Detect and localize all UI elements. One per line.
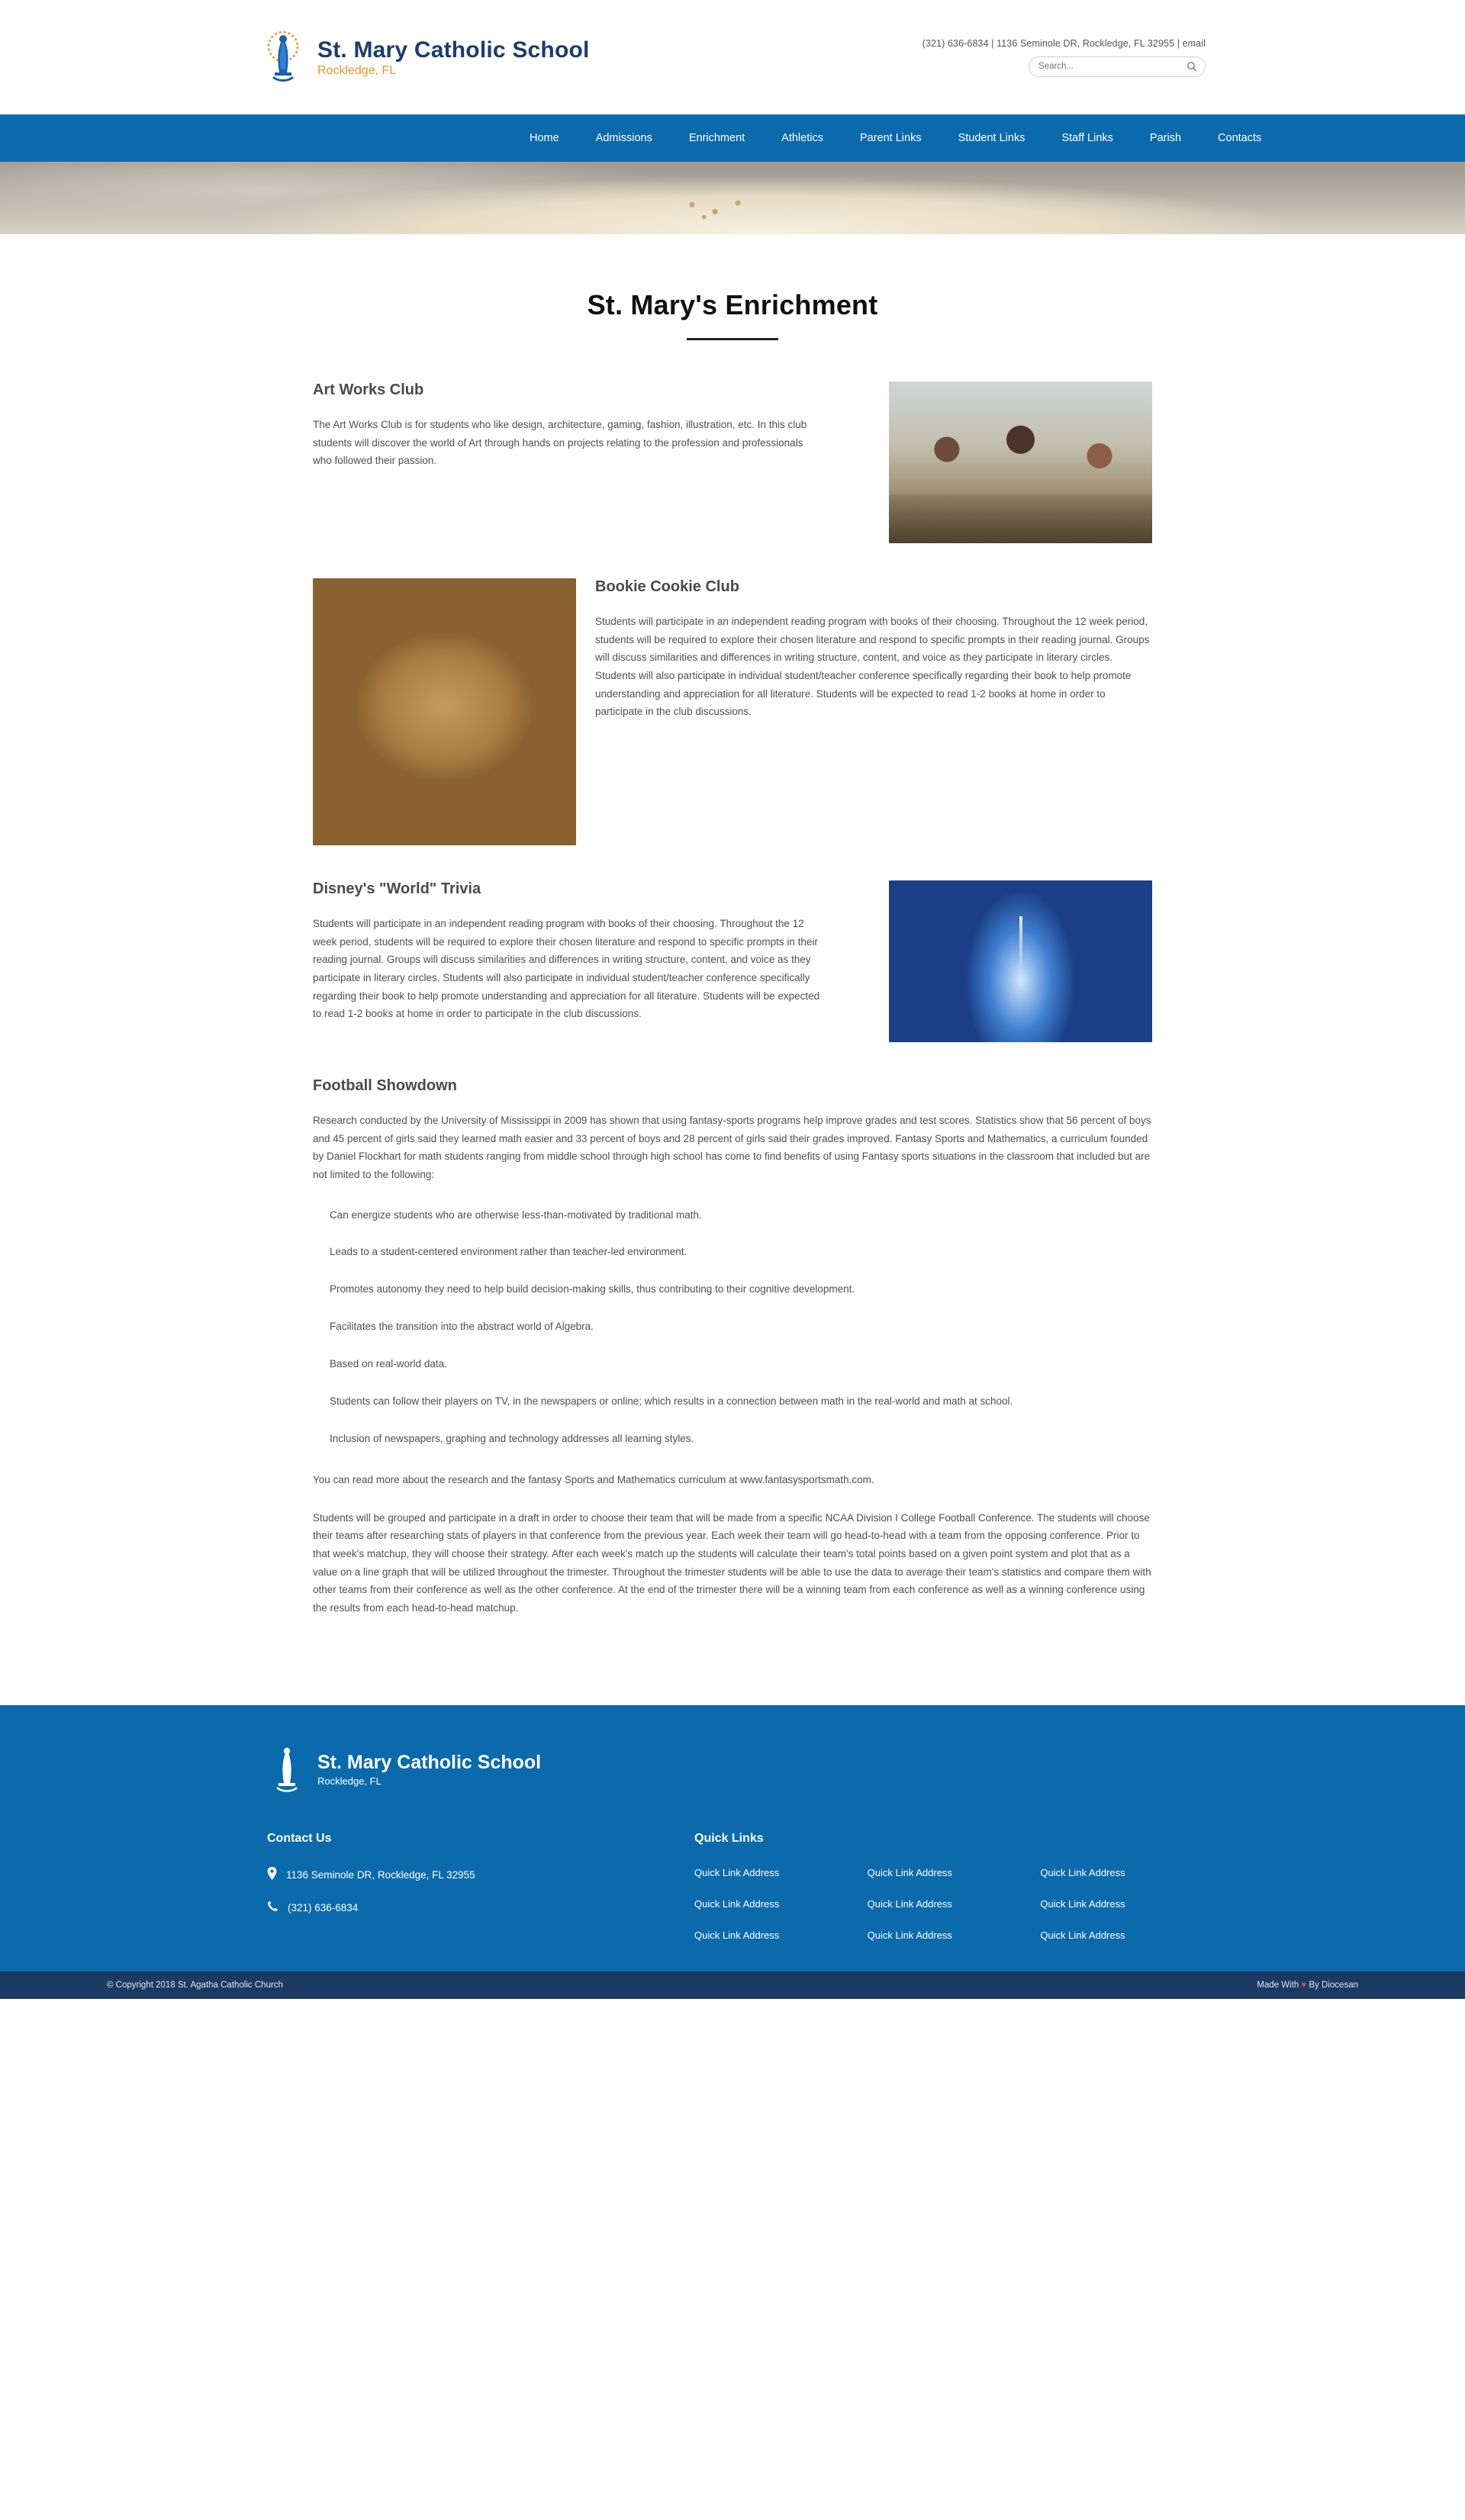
football-benefits-list	[313, 1207, 1152, 1449]
section-body: Students will participate in an independent reading program with books of their choosing. Throughout the 12 week period, students will be required to explore their chosen literature and respond to specific prompts in their reading journal. Groups will discuss similarities and differences in writing structure, content, and voice as they participate in literary circles. Students will also participate in individual student/teacher conference specifically regarding their book to help promote understanding and appreciation for all literature. Students will be expected to read 1-2 books at home in order to participate in the club discussions.	[595, 616, 1150, 718]
header-utility	[922, 38, 1206, 77]
page-title: St. Mary's Enrichment	[587, 289, 878, 320]
footer-contact-heading: Contact Us	[267, 1832, 332, 1846]
search-box[interactable]	[1029, 56, 1206, 77]
section-football-showdown	[313, 1077, 1152, 1617]
school-location: Rockledge, FL	[317, 63, 397, 77]
footer-school-name: St. Mary Catholic School	[317, 1752, 542, 1774]
nav-item-admissions[interactable]: Admissions	[595, 132, 652, 144]
credit-prefix: Made With	[1257, 1981, 1302, 1991]
search-icon[interactable]	[1186, 61, 1197, 72]
search-input[interactable]	[1037, 61, 1186, 72]
credit-text	[1257, 1981, 1358, 1990]
football-closing-1: You can read more about the research and the fantasy Sports and Mathematics curriculum at www.fantasysportsmath.com.	[313, 1474, 874, 1486]
nav-item-parish[interactable]: Parish	[1149, 132, 1182, 144]
quick-link[interactable]: Quick Link Address	[867, 1929, 952, 1942]
quick-link[interactable]: Quick Link Address	[694, 1929, 780, 1942]
football-closing-2: Students will be grouped and participate in a draft in order to choose their team that will be made from a specific NCAA Division I College Football Conference. The students will choose their teams after researching stats of players in that conference from the previous year. Each week their team will go head-to-head with a team from the opposing conference. Prior to that week's matchup, they will choose their strategy. After each week's match up the students will calculate their team's total points based on a given point system and plot that as a value on a line graph that will be utilized throughout the trimester. Throughout the trimester students will be able to use the data to average their team's statistics and compare them with other teams from their conference as well as the other conference. At the end of the trimester there will be a winning team from each conference as well as a winning conference using the results from each head-to-head matchup.	[313, 1511, 1151, 1614]
section-title: Football Showdown	[313, 1077, 457, 1094]
main-navigation	[0, 114, 1465, 162]
section-body: Students will participate in an independent reading program with books of their choosing. Throughout the 12 week period, students will be required to explore their chosen literature and respond to specific prompts in their reading journal. Groups will discuss similarities and differences in writing structure, content, and voice as they participate in literary circles. Students will also participate in individual student/teacher conference specifically regarding their book to help promote understanding and appreciation for all literature. Students will be expected to read 1-2 books at home in order to participate in the club discussions.	[313, 918, 820, 1020]
nav-item-enrichment[interactable]: Enrichment	[688, 132, 745, 144]
list-item: Leads to a student-centered environment rather than teacher-led environment.	[330, 1246, 687, 1258]
section-title: Art Works Club	[313, 381, 424, 398]
footer-school-location: Rockledge, FL	[317, 1775, 382, 1787]
site-footer	[0, 1705, 1465, 1971]
art-class-photo	[889, 381, 1152, 543]
quick-link[interactable]: Quick Link Address	[1040, 1898, 1125, 1910]
football-intro: Research conducted by the University of Mississippi in 2009 has shown that using fantasy-sports programs help improve grades and test scores. Statistics show that 56 percent of boys and 45 percent of girls said they learned math easier and 33 percent of boys and 28 percent of girls said their grades improved. Fantasy Sports and Mathematics, a curriculum founded by Daniel Flockhart for math students ranging from middle school through high school has come to find benefits of using Fantasy sports situations in the classroom that included but are not limited to the following:	[313, 1115, 1151, 1180]
nav-item-home[interactable]: Home	[530, 132, 559, 144]
hero-banner-image	[0, 162, 1465, 234]
footer-quicklinks-heading: Quick Links	[694, 1832, 764, 1846]
site-logo-brand[interactable]	[259, 30, 590, 85]
section-title: Disney's "World" Trivia	[313, 880, 481, 897]
quick-link[interactable]: Quick Link Address	[694, 1898, 780, 1910]
list-item: Based on real-world data.	[330, 1358, 447, 1370]
school-crest-icon-footer	[267, 1745, 307, 1794]
footer-quick-links-column	[694, 1832, 1206, 1941]
nav-item-student-links[interactable]: Student Links	[958, 132, 1026, 144]
header-contact-line[interactable]: (321) 636-6834 | 1136 Seminole DR, Rockledge, FL 32955 | email	[922, 37, 1206, 49]
reading-circle-photo	[313, 578, 576, 845]
section-disney-world-trivia	[313, 880, 1152, 1042]
list-item: Facilitates the transition into the abstract world of Algebra.	[330, 1321, 594, 1333]
section-bookie-cookie-club	[313, 578, 1152, 845]
footer-phone: (321) 636-6834	[288, 1901, 359, 1913]
footer-quicklinks-grid	[694, 1867, 1206, 1941]
quick-link[interactable]: Quick Link Address	[1040, 1929, 1125, 1942]
section-image-art	[889, 381, 1152, 543]
hero-banner	[0, 162, 1465, 234]
footer-contact-column	[267, 1832, 694, 1941]
quick-link[interactable]: Quick Link Address	[1040, 1867, 1125, 1879]
footer-brand[interactable]	[259, 1745, 1206, 1794]
nav-item-contacts[interactable]: Contacts	[1218, 132, 1262, 144]
quick-link[interactable]: Quick Link Address	[867, 1898, 952, 1910]
main-content	[259, 234, 1206, 1705]
section-art-works-club	[313, 381, 1152, 543]
copyright-text: © Copyright 2018 St. Agatha Catholic Church	[107, 1981, 283, 1991]
list-item: Can energize students who are otherwise less-than-motivated by traditional math.	[330, 1209, 702, 1221]
section-image-castle	[889, 880, 1152, 1042]
section-image-books	[313, 578, 576, 845]
section-title: Bookie Cookie Club	[595, 578, 739, 595]
section-body: The Art Works Club is for students who like design, architecture, gaming, fashion, illustration, etc. In this club students will discover the world of Art through hands on projects relating to the profession and professionals who followed their passion.	[313, 419, 807, 467]
nav-item-staff-links[interactable]: Staff Links	[1061, 132, 1113, 144]
list-item: Students can follow their players on TV, in the newspapers or online; which results in a connection between math in the real-world and math at school.	[330, 1395, 1013, 1408]
quick-link[interactable]: Quick Link Address	[867, 1867, 952, 1879]
list-item: Promotes autonomy they need to help build decision-making skills, thus contributing to their cognitive development.	[330, 1283, 855, 1295]
footer-address-row[interactable]	[267, 1867, 694, 1882]
quick-link[interactable]: Quick Link Address	[694, 1867, 780, 1879]
site-header	[0, 0, 1465, 114]
phone-icon	[267, 1900, 279, 1914]
heart-icon: ♥	[1301, 1981, 1307, 1991]
map-pin-icon	[267, 1867, 277, 1882]
nav-item-athletics[interactable]: Athletics	[781, 132, 823, 144]
list-item: Inclusion of newspapers, graphing and technology addresses all learning styles.	[330, 1433, 694, 1445]
footer-phone-row[interactable]	[267, 1900, 694, 1914]
nav-item-parent-links[interactable]: Parent Links	[859, 132, 922, 144]
sub-footer	[0, 1971, 1465, 1999]
credit-suffix: By Diocesan	[1306, 1981, 1358, 1991]
footer-address: 1136 Seminole DR, Rockledge, FL 32955	[286, 1868, 475, 1881]
school-name: St. Mary Catholic School	[317, 37, 590, 63]
disney-castle-photo	[889, 880, 1152, 1042]
school-crest-icon	[259, 30, 307, 85]
